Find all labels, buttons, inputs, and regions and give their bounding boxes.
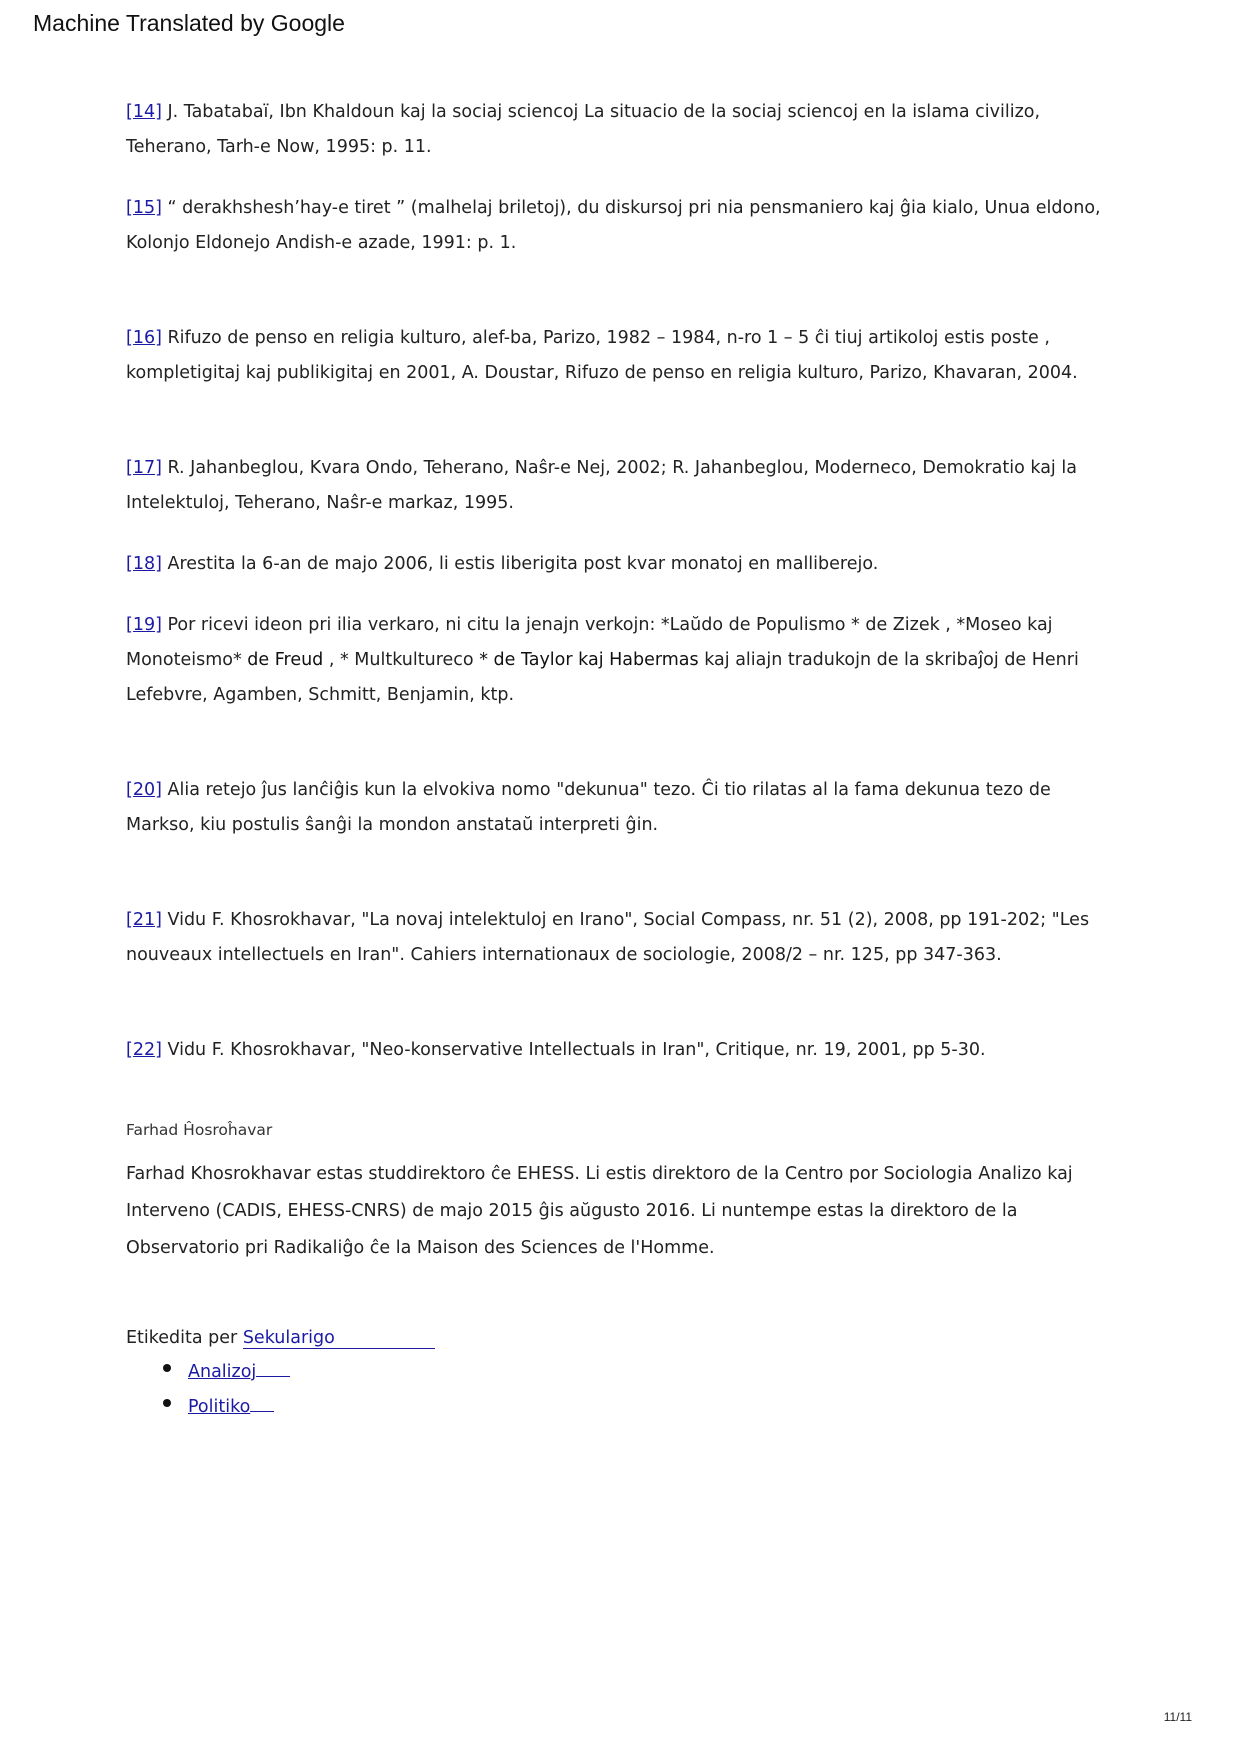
list-item	[188, 1355, 1116, 1390]
footnote-text: Vidu F. Khosrokhavar, "Neo-konservative Intellectuals in Iran", Critique, nr. 19, 2001, pp 5-30.	[161, 1040, 986, 1060]
footnote-text: Alia retejo ĵus lanĉiĝis kun la elvokiva nomo "dekunua" tezo. Ĉi tio rilatas al la fama dekunua tezo de Markso, kiu postulis ŝanĝi la mondon anstataŭ interpreti ĝin.	[126, 780, 1051, 835]
footnote-14	[126, 95, 1116, 165]
page-number: 11/11	[1163, 1710, 1192, 1724]
footnote-ref-link[interactable]: [16]	[126, 328, 162, 348]
tag-line	[126, 1323, 1116, 1353]
author-name: Farhad Ĥosroĥavar	[126, 1121, 273, 1139]
link-underline	[250, 1410, 274, 1412]
footnote-text: Vidu F. Khosrokhavar, "La novaj intelektuloj en Irano", Social Compass, nr. 51 (2), 2008, pp 191-202; "Les nouveaux intellectuels en Iran". Cahiers internationaux de sociologie, 2008/2 – nr. 125, pp 347-363.	[126, 910, 1090, 965]
author-bio: Farhad Khosrokhavar estas studdirektoro ĉe EHESS. Li estis direktoro de la Centro por Sociologia Analizo kaj Interveno (CADIS, EHESS-CNRS) de majo 2015 ĝis aŭgusto 2016. Li nuntempe estas la direktoro de la Observatorio pri Radikaliĝo ĉe la Maison des Sciences de l'Homme.	[126, 1164, 1073, 1258]
footnote-17	[126, 451, 1116, 521]
footnote-ref-link[interactable]: [19]	[126, 615, 162, 635]
footnote-text: Rifuzo de penso en religia kulturo, alef-ba, Parizo, 1982 – 1984, n-ro 1 – 5 ĉi tiuj artikoloj estis poste , kompletigitaj kaj publikigitaj en 2001, A. Doustar, Rifuzo de penso en religia kulturo, Parizo, Khavaran, 2004.	[126, 328, 1078, 383]
footnote-ref-link[interactable]: [18]	[126, 554, 162, 574]
footnote-ref-link[interactable]: [21]	[126, 910, 162, 930]
footnote-text: , * Multkultureco	[323, 650, 474, 670]
footnote-16	[126, 321, 1116, 391]
footnote-ref-link[interactable]: [20]	[126, 780, 162, 800]
machine-translation-banner: Machine Translated by Google	[33, 10, 345, 36]
footnote-21	[126, 903, 1116, 973]
tag-link-politiko[interactable]: Politiko	[188, 1397, 251, 1417]
list-item	[188, 1390, 1116, 1425]
link-underline	[256, 1375, 290, 1377]
footnote-ref-link[interactable]: [17]	[126, 458, 162, 478]
footnote-text: Arestita la 6-an de majo 2006, li estis liberigita post kvar monatoj en malliberejo.	[161, 554, 879, 574]
footnote-19	[126, 608, 1116, 713]
footnote-20	[126, 773, 1116, 843]
tag-list	[126, 1355, 1116, 1425]
footnote-ref-link[interactable]: [22]	[126, 1040, 162, 1060]
footnote-ref-link[interactable]: [14]	[126, 102, 162, 122]
tag-link-analizoj[interactable]: Analizoj	[188, 1362, 257, 1382]
tag-link-sekularigo[interactable]: Sekularigo	[243, 1328, 435, 1349]
footnote-ref-link[interactable]: [15]	[126, 198, 162, 218]
page-content	[126, 95, 1116, 1425]
footnote-text: “ derakhshesh’hay-e tiret ” (malhelaj briletoj), du diskursoj pri nia pensmaniero kaj ĝia kialo, Unua eldono, Kolonjo Eldonejo Andish-e azade, 1991: p. 1.	[126, 198, 1101, 253]
footnote-18	[126, 547, 1116, 582]
footnote-text-highlight: * de Taylor kaj Habermas	[473, 650, 699, 670]
footnote-text: R. Jahanbeglou, Kvara Ondo, Teherano, Naŝr-e Nej, 2002; R. Jahanbeglou, Moderneco, Demokratio kaj la Intelektuloj, Teherano, Naŝr-e markaz, 1995.	[126, 458, 1077, 513]
footnote-text: J. Tabatabaï, Ibn Khaldoun kaj la sociaj sciencoj La situacio de la sociaj sciencoj en la islama civilizo, Teherano, Tarh-e Now, 1995: p. 11.	[126, 102, 1041, 157]
footnote-text: Por ricevi ideon pri ilia verkaro, ni citu la jenajn verkojn: *Laŭdo de Populismo * de Zizek , *Moseo kaj Monoteismo*	[126, 615, 1053, 670]
footnote-text: kaj aliajn tradukojn de la skribaĵoj de Henri Lefebvre, Agamben, Schmitt, Benjamin, ktp.	[126, 650, 1079, 705]
tag-prefix: Etikedita per	[126, 1328, 243, 1348]
footnote-22	[126, 1033, 1116, 1068]
footnote-text-highlight: de Freud	[241, 650, 324, 670]
footnote-15	[126, 191, 1116, 261]
